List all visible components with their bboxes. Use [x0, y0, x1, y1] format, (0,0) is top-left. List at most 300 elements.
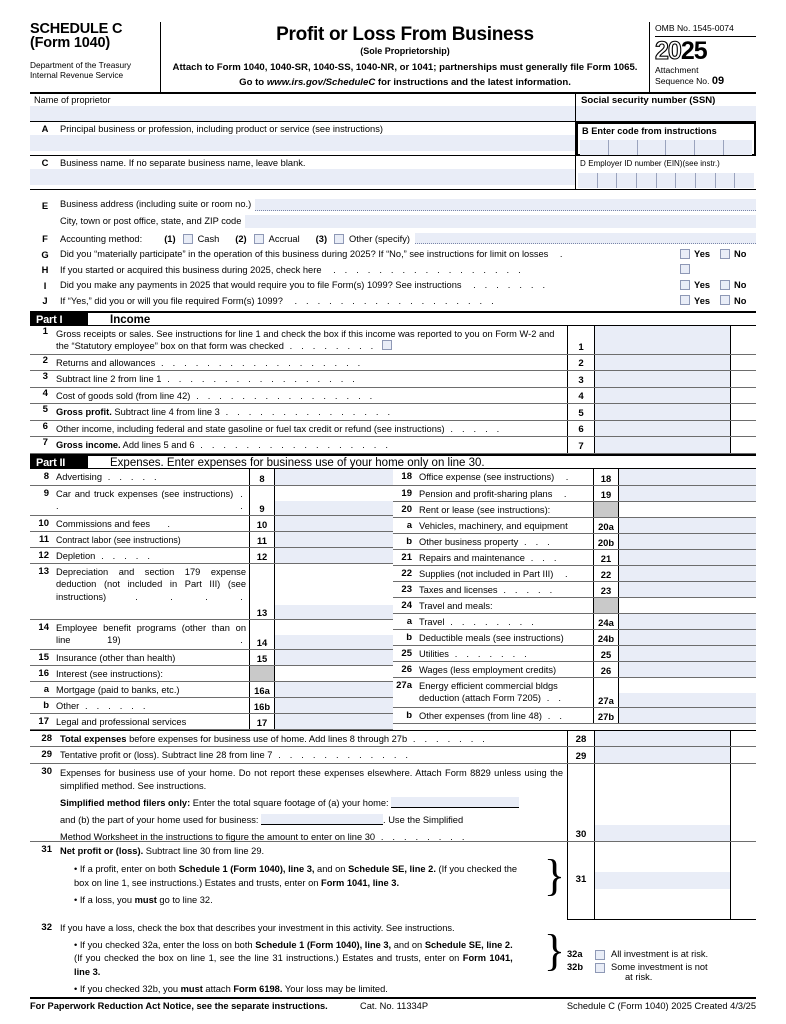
table-row: [30, 920, 756, 937]
b-cell[interactable]: [724, 140, 752, 155]
line-27b-amount[interactable]: [619, 708, 756, 723]
line-number: 10: [38, 517, 49, 529]
expense-label: Vehicles, machinery, and equipment: [419, 520, 568, 531]
table-row: [30, 747, 756, 764]
row-a-b: [30, 122, 756, 156]
line-number: 14: [38, 621, 49, 633]
table-row: [30, 620, 393, 650]
line-description: [56, 682, 249, 697]
table-row: [393, 469, 756, 486]
d-cell[interactable]: [657, 173, 677, 188]
g-text-wrap: Did you “materially participate” in the operation of this business during 2025? If “No,” see instructions for limit on losses .: [60, 249, 566, 260]
h-checkbox[interactable]: [680, 264, 690, 274]
line-description: [419, 598, 593, 613]
line-17-amount[interactable]: [275, 714, 393, 729]
expense-label: Contract labor (see instructions): [56, 534, 181, 545]
field-d-label-row: [576, 156, 756, 170]
line-25-amount[interactable]: [619, 646, 756, 661]
line-description: Returns and allowances . . . . . . . . . . . . . . . . . .: [56, 357, 364, 368]
line-number: 20: [401, 503, 412, 515]
expense-label: Travel and meals:: [419, 600, 493, 611]
line-16a-amount[interactable]: [275, 682, 393, 697]
table-row: [393, 582, 756, 598]
part-1-rows: [30, 326, 756, 454]
line-32b-label-wrap: [611, 962, 708, 982]
line-1-amount[interactable]: [595, 326, 730, 354]
line-7-cents[interactable]: [730, 437, 756, 453]
f-opt2-num: (2): [235, 233, 247, 244]
field-c: [30, 156, 576, 190]
line-30-text: Expenses for business use of your home. Do not report these expenses elsewhere. Attach Form 8829 unless using the simplified method. See instructions.: [60, 767, 563, 791]
table-row: [393, 502, 756, 518]
expense-label: Other expenses (from line 48): [419, 710, 542, 721]
accounting-other-checkbox[interactable]: [334, 234, 344, 244]
sequence-number: 09: [711, 74, 725, 87]
l32b1a: • If you checked 32a, enter the loss on both: [74, 939, 256, 950]
j-text: If “Yes,” did you or will you file required Form(s) 1099?: [60, 295, 283, 306]
goto-prefix: Go to: [239, 77, 265, 88]
line-description: Pension and profit-sharing plans .: [419, 488, 570, 499]
line-6-cents[interactable]: [730, 421, 756, 437]
l32b1f: Form 1041, line 3.: [74, 953, 513, 977]
tax-year: [655, 37, 756, 65]
line-6-text: Other income, including federal and state gasoline or fuel tax credit or refund (see instructions): [56, 423, 445, 434]
table-row: [30, 388, 756, 405]
line-15-amount[interactable]: [275, 650, 393, 665]
l32b1c: and on: [391, 939, 425, 950]
risk-32a-row: [567, 949, 756, 960]
line-30-amount[interactable]: [595, 764, 730, 841]
line-description: Gross receipts or sales. See instructions for line 1 and check the box if this income was reported to you on Form W-2 and the “Statutory employee” box on that form was checked . . . . . . . .: [56, 328, 555, 351]
i-no-checkbox[interactable]: [720, 280, 730, 290]
risk-32b-row: [567, 962, 756, 982]
attach-instruction: Attach to Form 1040, 1040-SR, 1040-SS, 1040-NR, or 1041; partnerships must generally file Form 1065.: [172, 62, 638, 73]
line-27a-amount[interactable]: [619, 678, 756, 707]
line-box: 16a: [249, 682, 275, 697]
accounting-cash-checkbox[interactable]: [183, 234, 193, 244]
g-no-checkbox[interactable]: [720, 249, 730, 259]
line-number: 29: [41, 748, 52, 760]
line-number: a: [43, 683, 49, 695]
line-box: 25: [593, 646, 619, 661]
line-5-bold: Gross profit.: [56, 407, 112, 417]
expense-label: Legal and professional services: [56, 716, 187, 727]
d-cell[interactable]: [598, 173, 618, 188]
line-number: 18: [401, 470, 412, 482]
field-d-label: Employer ID number (EIN): [588, 159, 683, 168]
b2a: • If a loss, you: [74, 895, 135, 905]
line-number: 2: [42, 354, 48, 366]
table-row: [30, 532, 393, 548]
all-investment-at-risk-checkbox[interactable]: [595, 950, 605, 960]
expense-label: Depreciation and section 179 expense deduction (not included in Part III) (see instructions): [56, 566, 246, 602]
j-yes-label: Yes: [694, 295, 711, 306]
header-center: [160, 22, 650, 92]
table-row: [30, 764, 756, 842]
table-row: [393, 518, 756, 534]
line-number: 27a: [396, 679, 412, 691]
h-text-wrap: If you started or acquired this business during 2025, check here . . . . . . . . . . . . . . . . .: [60, 264, 524, 275]
form-footer: [30, 997, 756, 1011]
part-2-name: Expenses.: [110, 456, 164, 469]
expense-label: Mortgage (paid to banks, etc.): [56, 684, 180, 695]
line-number: 23: [401, 583, 412, 595]
line-7-bold: Gross income.: [56, 440, 121, 450]
form-title: Profit or Loss From Business: [276, 24, 534, 45]
line-description: Repairs and maintenance . . .: [419, 552, 560, 563]
line-box: 11: [249, 532, 275, 547]
accounting-other-input[interactable]: [415, 233, 756, 244]
brace-32-icon: }: [543, 925, 565, 975]
line-box-disabled: [593, 502, 619, 517]
row-i: [30, 278, 756, 294]
line-box: 20a: [593, 518, 619, 533]
business-sqft-label: and (b) the part of your home used for business:: [60, 815, 259, 825]
form-label: (Form 1040): [30, 35, 110, 51]
expense-label: Deductible meals (see instructions): [419, 632, 564, 643]
questions-block: [30, 228, 756, 309]
line-16-amount-disabled: [275, 666, 393, 681]
h-text: If you started or acquired this business during 2025, check here: [60, 264, 322, 275]
field-e-input[interactable]: [255, 199, 756, 211]
catalog-number: Cat. No. 11334P: [360, 1000, 429, 1011]
line-20-amount-disabled: [619, 502, 756, 517]
line-31-heading: [60, 845, 563, 859]
expense-label: Advertising: [56, 471, 102, 482]
line-29-text: Tentative profit or (loss). Subtract line 28 from line 7: [60, 749, 273, 760]
expense-label: Rent or lease (see instructions):: [419, 504, 551, 515]
b-cell[interactable]: [638, 140, 667, 155]
i-yes-checkbox[interactable]: [680, 280, 690, 290]
b1f: Form 1041, line 3.: [321, 877, 400, 888]
d-cell[interactable]: [617, 173, 637, 188]
part-2-tag: Part II: [30, 456, 88, 468]
sequence-label: Sequence No.: [655, 75, 710, 86]
line-9-amount[interactable]: [275, 486, 393, 515]
b-cell[interactable]: [695, 140, 724, 155]
expense-label: Other business property: [419, 536, 519, 547]
statutory-employee-checkbox[interactable]: [382, 340, 392, 350]
line-30-cents[interactable]: [730, 764, 756, 841]
line-28-cents[interactable]: [730, 731, 756, 746]
line-24-amount-disabled: [619, 598, 756, 613]
part-2-only: only: [404, 456, 429, 469]
line-box: 16b: [249, 698, 275, 713]
accounting-accrual-checkbox[interactable]: [254, 234, 264, 244]
line-32-bullet-1: [60, 939, 513, 980]
field-d-wrap: [576, 156, 756, 190]
table-row: [30, 650, 393, 666]
line-1-cents[interactable]: [730, 326, 756, 354]
line-description: Subtract line 2 from line 1 . . . . . . . . . . . . . . . . .: [56, 374, 359, 384]
name-input[interactable]: [30, 106, 575, 121]
line-22-amount[interactable]: [619, 566, 756, 581]
line-number: 31: [41, 843, 52, 855]
expense-label: Wages (less employment credits): [419, 664, 557, 675]
line-description: Gross profit. Subtract line 4 from line 3 . . . . . . . . . . . . . . .: [56, 407, 394, 417]
line-11-amount[interactable]: [275, 532, 393, 547]
line-31-bullet-2: [60, 894, 563, 908]
line-31-cents[interactable]: [730, 842, 756, 920]
dept-line-2: Internal Revenue Service: [30, 70, 124, 80]
table-row: [393, 598, 756, 614]
header-right: [650, 22, 756, 92]
footer-right: [567, 1001, 756, 1011]
line-13-amount[interactable]: [275, 564, 393, 619]
line-26-amount[interactable]: [619, 662, 756, 677]
line-6-amount[interactable]: [595, 421, 730, 437]
line-7-amount[interactable]: [595, 437, 730, 453]
year-suffix: 25: [680, 37, 707, 65]
field-b: [576, 122, 756, 156]
line-description: Other . . . . . .: [56, 700, 149, 711]
form-subtitle: (Sole Proprietorship): [360, 46, 450, 56]
letter-j: J: [42, 295, 48, 307]
line-18-amount[interactable]: [619, 469, 756, 485]
table-row: [30, 404, 756, 421]
l32b1b: Schedule 1 (Form 1040), line 3,: [255, 939, 392, 950]
name-label: Name of proprietor: [34, 95, 111, 105]
l32b2b: must: [180, 984, 203, 994]
table-row: [393, 566, 756, 582]
line-box: 5: [567, 404, 595, 420]
line-description: Travel . . . . . . . .: [419, 616, 538, 627]
part-1-tag: Part I: [30, 313, 88, 325]
line-box: 27b: [593, 708, 619, 723]
table-row: [393, 534, 756, 550]
expenses-left-column: [30, 469, 393, 730]
expense-label: Taxes and licenses: [419, 584, 498, 595]
l32b2c: attach: [202, 984, 234, 994]
d-cell[interactable]: [676, 173, 696, 188]
line-description: Other income, including federal and state gasoline or fuel tax credit or refund (see instructions) . . . . .: [56, 423, 503, 434]
b2c: go to line 32.: [156, 895, 213, 905]
field-c-input[interactable]: [30, 169, 575, 185]
line-number: 7: [42, 437, 48, 448]
line-box: 30: [567, 764, 595, 841]
j-yes-checkbox[interactable]: [680, 295, 690, 305]
d-cell[interactable]: [696, 173, 716, 188]
line-19-amount[interactable]: [619, 486, 756, 501]
line-description: [60, 764, 567, 841]
row-h: [30, 262, 756, 278]
business-sqft-input[interactable]: [261, 814, 383, 825]
line-24a-amount[interactable]: [619, 614, 756, 629]
j-no-checkbox[interactable]: [720, 295, 730, 305]
line-5-cents[interactable]: [730, 404, 756, 420]
ssn-cell: [576, 94, 756, 121]
line-number: 5: [42, 404, 48, 415]
line-30-simplified-row: [60, 797, 563, 811]
line-box: 2: [567, 355, 595, 371]
field-c-label-row: [30, 156, 575, 169]
line-2-cents[interactable]: [730, 355, 756, 371]
field-d-note: (see instr.): [682, 159, 720, 168]
part-1-name: Income: [110, 313, 151, 326]
table-row: [30, 371, 756, 388]
line-description: Supplies (not included in Part III) .: [419, 568, 571, 579]
line-description: [419, 502, 593, 517]
goto-instruction: [166, 76, 644, 89]
expense-label: Interest (see instructions):: [56, 668, 163, 679]
line-number: a: [406, 615, 412, 627]
field-b-cells[interactable]: [580, 140, 752, 155]
some-investment-not-at-risk-checkbox[interactable]: [595, 963, 605, 973]
line-4-cents[interactable]: [730, 388, 756, 404]
g-yes-label: Yes: [694, 249, 711, 260]
b1c: and on: [314, 864, 349, 874]
row-j: [30, 293, 756, 309]
ssn-input[interactable]: [576, 106, 756, 121]
field-e-city-input[interactable]: [245, 215, 756, 228]
line-number: b: [406, 535, 412, 547]
field-e-row-1: [30, 194, 756, 211]
expense-label: Insurance (other than health): [56, 652, 176, 663]
b1d: Schedule SE, line 2.: [348, 864, 436, 874]
line-description: [56, 532, 249, 547]
line-29-amount[interactable]: [595, 747, 730, 763]
field-b-label: Enter code from instructions: [591, 126, 717, 136]
line-description: Employee benefit programs (other than on line 19) .: [56, 622, 246, 645]
line-32b-label: Some investment is not: [611, 961, 708, 972]
line-description: [419, 630, 593, 645]
table-row: [30, 682, 393, 698]
header-left: [30, 22, 160, 92]
letter-a: A: [41, 123, 49, 134]
row-g: [30, 247, 756, 263]
line-number: 1: [42, 325, 48, 337]
line-box: 18: [593, 469, 619, 485]
line-number: 30: [41, 765, 52, 777]
line-number: b: [406, 709, 412, 721]
f-opt1-num: (1): [164, 233, 176, 244]
line-box: 14: [249, 620, 275, 649]
j-text-wrap: If “Yes,” did you or will you file required Form(s) 1099? . . . . . . . . . . . . . . . . . .: [60, 295, 497, 306]
line-31-amount[interactable]: [595, 842, 730, 920]
line-box: 20b: [593, 534, 619, 549]
paperwork-notice: For Paperwork Reduction Act Notice, see the separate instructions.: [30, 1000, 328, 1011]
line-box: 21: [593, 550, 619, 565]
line-21-amount[interactable]: [619, 550, 756, 565]
line-2-amount[interactable]: [595, 355, 730, 371]
table-row: [393, 646, 756, 662]
g-no-label: No: [734, 249, 747, 260]
d-cell[interactable]: [735, 173, 754, 188]
table-row: [30, 548, 393, 564]
line-12-amount[interactable]: [275, 548, 393, 563]
attachment-label: Attachment: [655, 65, 699, 75]
b-cell[interactable]: [580, 140, 609, 155]
schedule-label: SCHEDULE C: [30, 21, 123, 37]
line-box: 17: [249, 714, 275, 729]
line-description: Other business property . . .: [419, 536, 553, 547]
line-20a-amount[interactable]: [619, 518, 756, 533]
line-box: 7: [567, 437, 595, 453]
field-a-input[interactable]: [30, 135, 575, 151]
line-description: Tentative profit or (loss). Subtract line 28 from line 7 . . . . . . . . . . . .: [60, 749, 412, 760]
letter-h: H: [41, 264, 49, 276]
line-box: 6: [567, 421, 595, 437]
home-sqft-input[interactable]: [391, 797, 519, 808]
l32b1e: (If you checked the box on line 1, see the line 31 instructions.) Estates and trusts, enter on: [74, 953, 463, 963]
part-2-name-wrap: [88, 456, 485, 468]
simplified-label: Simplified method filers only:: [60, 797, 191, 808]
line-29-cents[interactable]: [730, 747, 756, 763]
f-label: Accounting method:: [60, 233, 143, 244]
line-3-cents[interactable]: [730, 371, 756, 387]
line-box-disabled: [249, 666, 275, 681]
line-24b-amount[interactable]: [619, 630, 756, 645]
b-cell[interactable]: [609, 140, 638, 155]
irs-url[interactable]: www.irs.gov/ScheduleC: [266, 77, 376, 88]
line-5-amount[interactable]: [595, 404, 730, 420]
table-row: [30, 516, 393, 532]
line-20b-amount[interactable]: [619, 534, 756, 549]
line-box: 22: [593, 566, 619, 581]
letter-i: I: [43, 279, 47, 291]
table-row: [393, 630, 756, 646]
table-row: [30, 469, 393, 486]
expense-label: Pension and profit-sharing plans: [419, 488, 553, 499]
line-number: 28: [41, 732, 52, 744]
line-14-amount[interactable]: [275, 620, 393, 649]
table-row: [393, 662, 756, 678]
line-3-amount[interactable]: [595, 371, 730, 387]
line-number: 19: [401, 487, 412, 499]
risk-checkbox-group: [567, 937, 756, 997]
line-10-amount[interactable]: [275, 516, 393, 531]
i-text: Did you make any payments in 2025 that would require you to file Form(s) 1099? See instructions: [60, 280, 462, 291]
line-number: 26: [401, 663, 412, 675]
line-box-disabled: [593, 598, 619, 613]
line-16b-amount[interactable]: [275, 698, 393, 713]
f-opt1-label: Cash: [197, 233, 220, 244]
table-row: [30, 730, 756, 747]
row-c-d: [30, 156, 756, 190]
expense-label: Utilities: [419, 648, 449, 659]
use-simplified-text: . Use the Simplified: [383, 815, 464, 825]
line-description: [56, 714, 249, 729]
d-cell[interactable]: [578, 173, 598, 188]
line-5-text: Subtract line 4 from line 3: [111, 407, 220, 417]
line-23-amount[interactable]: [619, 582, 756, 597]
line-32b-number: 32b: [567, 961, 584, 972]
line-number: a: [406, 519, 412, 531]
line-4-amount[interactable]: [595, 388, 730, 404]
field-c-label: Business name. If no separate business name, leave blank.: [60, 158, 306, 168]
line-number: 25: [401, 647, 412, 659]
line-7-text: Add lines 5 and 6: [120, 440, 195, 450]
l32b1d: Schedule SE, line 2.: [424, 939, 513, 950]
d-cell[interactable]: [637, 173, 657, 188]
line-box: 4: [567, 388, 595, 404]
line-description: Other expenses (from line 48) . .: [419, 710, 566, 721]
line-8-amount[interactable]: [275, 469, 393, 485]
line-28-amount[interactable]: [595, 731, 730, 746]
table-row: [393, 708, 756, 724]
d-cell[interactable]: [716, 173, 736, 188]
b-cell[interactable]: [666, 140, 695, 155]
line-number: 32: [41, 921, 52, 933]
g-yes-checkbox[interactable]: [680, 249, 690, 259]
table-row: [393, 614, 756, 630]
line-description: [419, 662, 593, 677]
field-d-cells[interactable]: [578, 173, 754, 188]
table-row: [30, 666, 393, 682]
table-row: [393, 678, 756, 708]
f-opt3-label: Other (specify): [349, 233, 411, 244]
expenses-right-column: [393, 469, 756, 730]
